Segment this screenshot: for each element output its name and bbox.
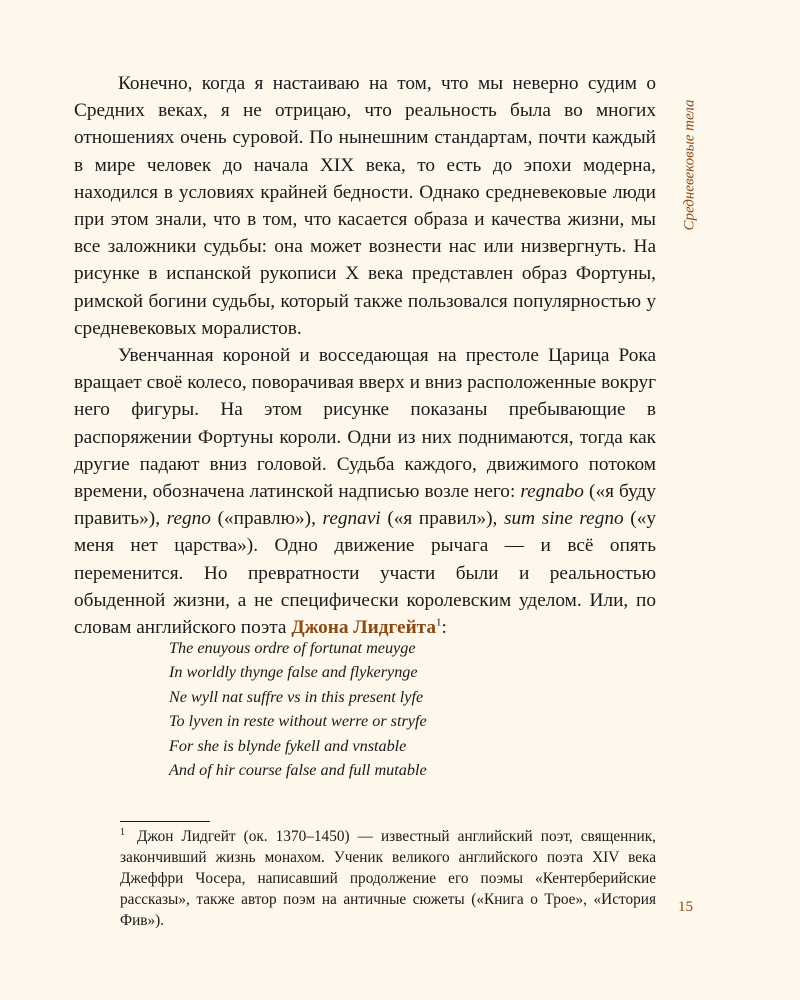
paragraph-1: Конечно, когда я настаиваю на том, что мы неверно судим о Средних веках, я не отрицаю, что реальность была во многих отношениях очень суровой. По нынешним стандартам, почти каждый в мире человек до начала XIX века, то есть до эпохи модерна, находился в условиях крайней бедности. Однако средневековые люди при этом знали, что в том, что касается образа и качества жизни, мы все заложники судьбы: она может вознести нас или низвергнуть. На рисунке в испанской рукописи X века представлен образ Фортуны, римской богини судьбы, который также пользовался популярностью у средневековых моралистов. (74, 73, 656, 339)
main-text (74, 70, 656, 641)
footnote-reference[interactable]: 1 (436, 616, 442, 629)
latin-word: sum sine regno (504, 508, 624, 530)
translation: («я правил»), (380, 508, 504, 530)
poem-line: In worldly thynge false and flykerynge (169, 663, 418, 682)
paragraph-2 (74, 342, 656, 641)
poem-line: The enuyous ordre of fortunat meuyge (169, 639, 416, 657)
paragraph-2-ending: : (441, 617, 447, 639)
paragraph-2-text: Увенчанная короной и восседающая на престоле Царица Рока вращает своё колесо, поворачивая вверх и вниз расположенные вокруг него фигуры. На этом рисунке показаны пребывающие в распоряжении Фортуны короли. Одни из них поднимаются, тогда как другие падают вниз головой. Судьба каждого, движимого потоком времени, обозначена латинской надписью возле него: (74, 345, 656, 503)
footnote-divider (120, 821, 210, 822)
poem-line: To lyven in reste without werre or stryfe (169, 712, 427, 731)
translation: («правлю»), (210, 508, 323, 530)
footnote (120, 826, 656, 931)
poem-line: And of hir course false and full mutable (169, 761, 427, 780)
poet-name-link[interactable]: Джона Лидгейта (291, 617, 437, 639)
translation: («я буду править»), (74, 481, 656, 530)
poem-line: For she is blynde fykell and vnstable (169, 736, 407, 755)
poem-quote (169, 636, 619, 782)
latin-word: regnavi (322, 508, 381, 530)
running-head: Средневековые тела (681, 99, 698, 231)
poem-line: Ne wyll nat suffre vs in this present lyfe (169, 687, 424, 706)
latin-word: regnabo (520, 481, 584, 503)
footnote-text: Джон Лидгейт (ок. 1370–1450) — известный английский поэт, священник, закончивший жизнь монахом. Ученик великого английского поэта XIV века Джеффри Чосера, написавший продолжение его поэмы «Кентерберийские рассказы», также автор поэм на античные сюжеты («Книга о Трое», «История Фив»). (120, 828, 656, 929)
page-number: 15 (678, 899, 693, 915)
latin-word: regno (166, 508, 211, 530)
footnote-number: 1 (120, 826, 125, 838)
paragraph-2-text: («у меня нет царства»). Одно движение рычага — и всё опять переменится. Но превратности участи были и реальностью обыденной жизни, а не специфически королевским уделом. Или, по словам английского поэта (74, 508, 656, 639)
